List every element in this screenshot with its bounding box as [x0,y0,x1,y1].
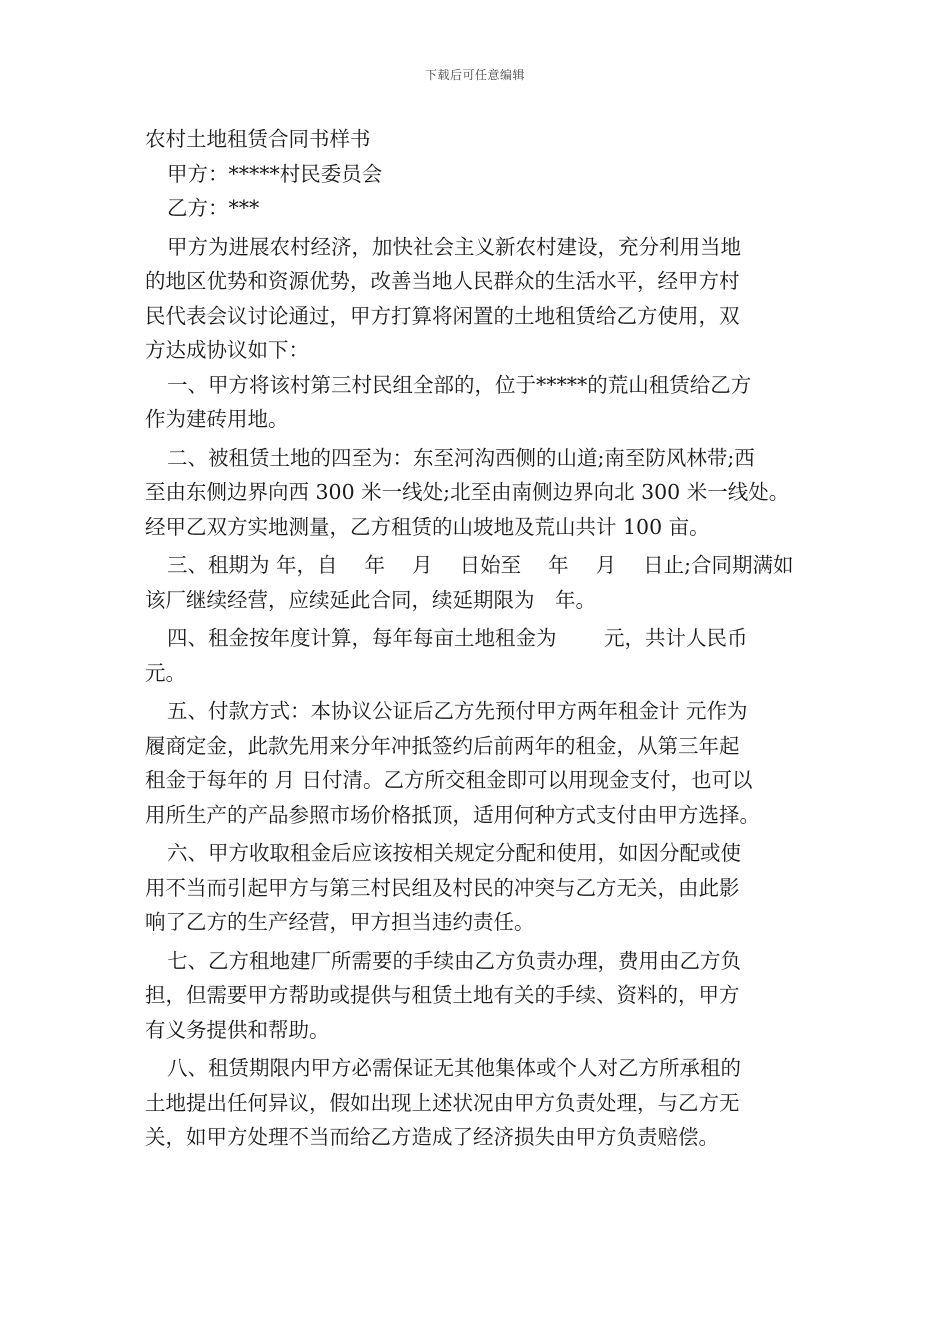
paragraph-line: 一、甲方将该村第三村民组全部的，位于*****的荒山租赁给乙方 [167,372,752,397]
paragraph [145,368,807,437]
paragraph [145,836,807,940]
paragraph-line: 六、甲方收取租金后应该按相关规定分配和使用，如因分配或使 [167,841,741,865]
party-a-line: 甲方：*****村民委员会 [167,161,383,186]
paragraph-line: 甲方为进展农村经济，加快社会主义新农村建设，充分利用当地 [167,234,741,259]
paragraph-line: 履商定金，此款先用来分年冲抵签约后前两年的租金，从第三年起 [145,733,740,758]
paragraph-line: 用不当而引起甲方与第三村民组及村民的冲突与乙方无关，由此影 [145,875,740,900]
paragraph [145,694,807,832]
paragraph-line: 关，如甲方处理不当而给乙方造成了经济损失由甲方负责赔偿。 [145,1125,719,1149]
paragraph-line: 用所生产的产品参照市场价格抵顶，适用何种方式支付由甲方选择。 [145,802,760,827]
paragraph-line: 该厂继续经营，应续延此合同，续延期限为 年。 [145,587,596,612]
paragraph-line: 八、租赁期限内甲方必需保证无其他集体或个人对乙方所承租的 [167,1056,741,1080]
paragraph-line: 五、付款方式：本协议公证后乙方先预付甲方两年租金计 元作为 [167,699,748,723]
paragraph [145,944,807,1048]
paragraph-line: 的地区优势和资源优势，改善当地人民群众的生活水平，经甲方村 [145,269,740,293]
party-b-line: 乙方：*** [167,196,260,220]
document-title: 农村土地租赁合同书样书 [145,127,371,151]
document-body [145,122,807,1155]
paragraph-line: 七、乙方租地建厂所需要的手续由乙方负责办理，费用由乙方负 [167,948,741,973]
paragraph [145,621,807,690]
paragraph-line: 元。 [145,660,186,685]
paragraph [145,230,807,368]
paragraph-line: 担，但需要甲方帮助或提供与租赁土地有关的手续、资料的，甲方 [145,983,740,1007]
paragraph [145,441,807,545]
paragraph-line: 二、被租赁土地的四至为：东至河沟西侧的山道;南至防风林带;西 [167,445,755,470]
page-header-note: 下载后可任意编辑 [424,68,525,82]
paragraph-line: 民代表会议讨论通过，甲方打算将闲置的土地租赁给乙方使用，双 [145,303,740,328]
paragraph [145,1051,807,1155]
paragraph [145,548,807,617]
paragraph-line: 经甲乙双方实地测量，乙方租赁的山坡地及荒山共计 100 亩。 [145,514,710,539]
paragraph-line: 方达成协议如下： [145,338,309,362]
paragraph-line: 作为建砖用地。 [145,407,289,431]
paragraph-line: 响了乙方的生产经营，甲方担当违约责任。 [145,910,535,934]
paragraph-line: 租金于每年的 月 日付清。乙方所交租金即可以用现金支付，也可以 [145,768,753,792]
paragraph-line: 三、租期为 年，自 年 月 日始至 年 月 日止;合同期满如 [167,553,794,577]
paragraph-line: 有义务提供和帮助。 [145,1017,330,1042]
paragraph-line: 土地提出任何异议，假如出现上述状况由甲方负责处理，与乙方无 [145,1090,740,1115]
paragraph-line: 四、租金按年度计算，每年每亩土地租金为 元，共计人民币 [167,626,748,650]
paragraph-line: 至由东侧边界向西 300 米一线处;北至由南侧边界向北 300 米一线处。 [145,480,790,504]
